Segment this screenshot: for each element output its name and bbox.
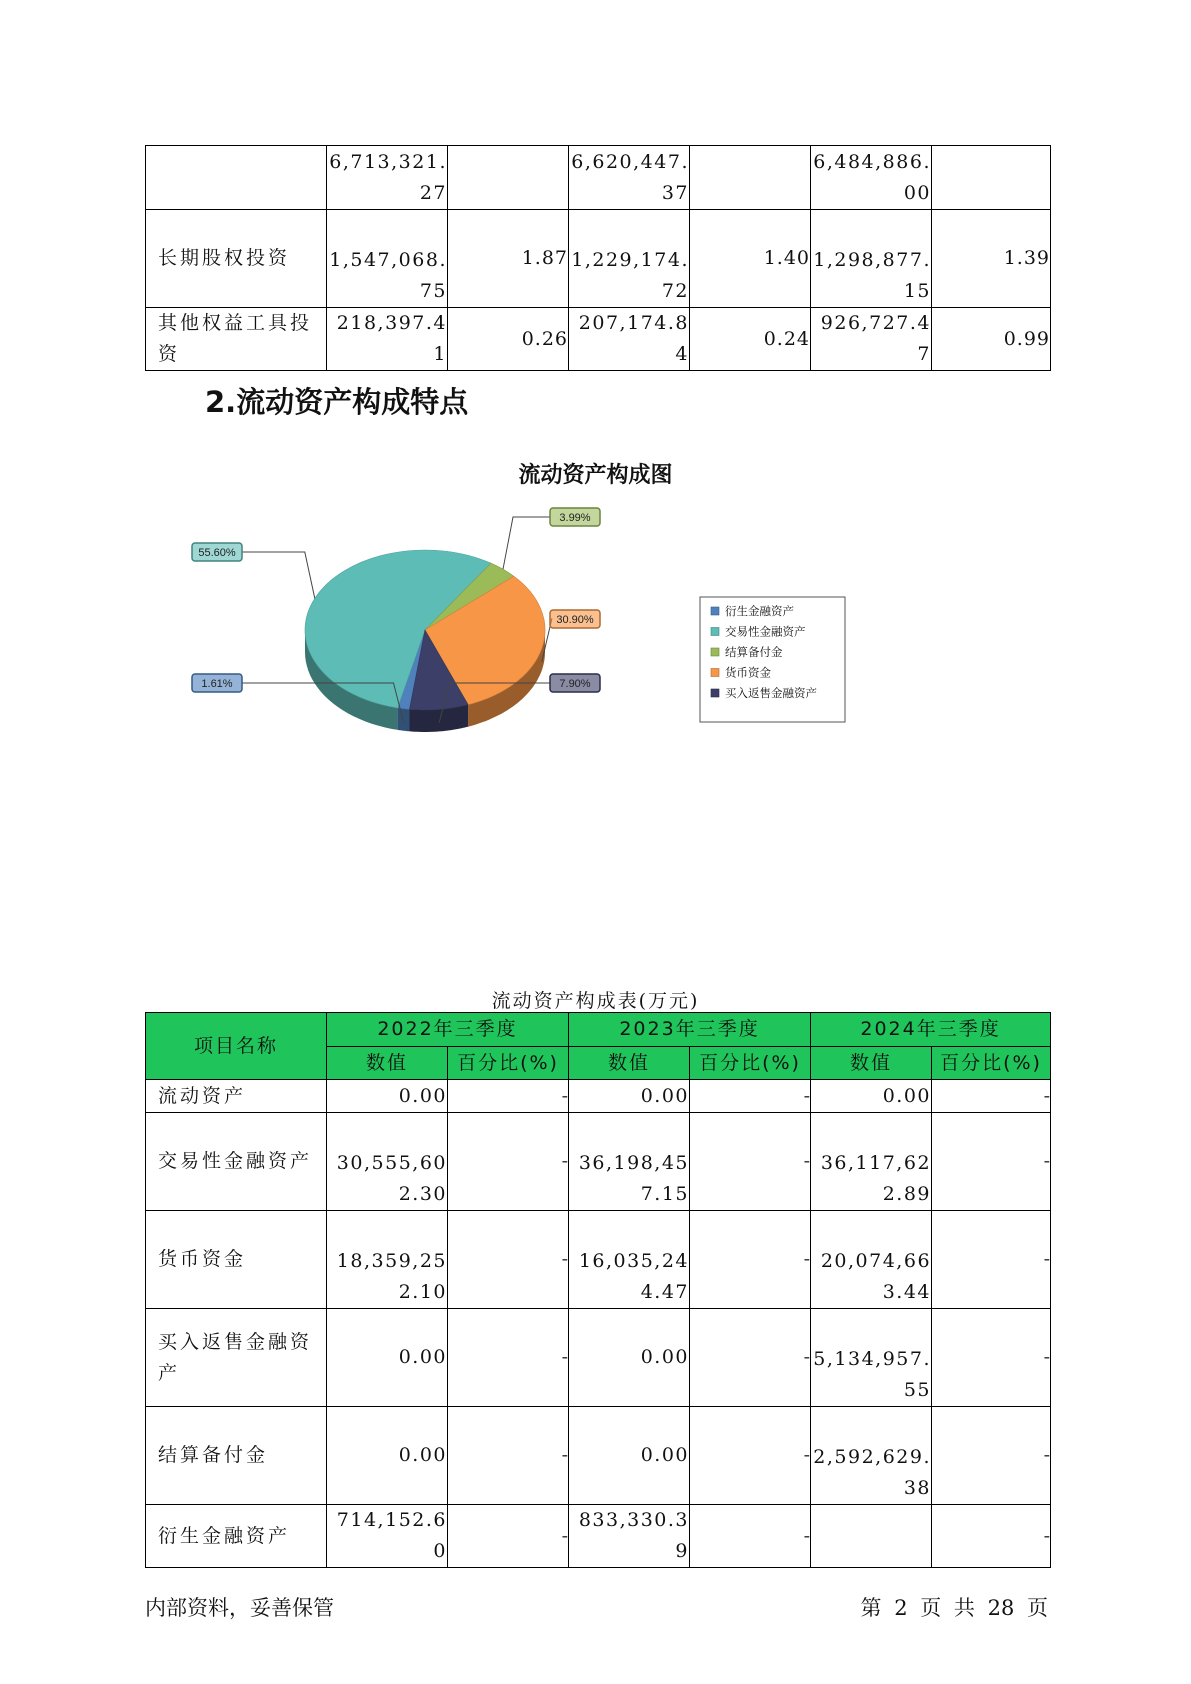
pie-slice-side (398, 708, 410, 731)
pct-2023: - (690, 1505, 811, 1568)
row-label: 结算备付金 (146, 1407, 327, 1505)
pct-2022 (448, 146, 569, 210)
pct-2023: - (690, 1080, 811, 1113)
legend-swatch (711, 607, 719, 615)
pct-2024: - (932, 1505, 1051, 1568)
table-row (146, 146, 1051, 210)
year-header-2024: 2024年三季度 (811, 1013, 1051, 1047)
year-header-2023: 2023年三季度 (569, 1013, 811, 1047)
pct-2022: - (448, 1113, 569, 1211)
pct-2022: - (448, 1407, 569, 1505)
pct-header: 百分比(%) (448, 1047, 569, 1080)
value-header: 数值 (811, 1047, 932, 1080)
value-header: 数值 (327, 1047, 448, 1080)
table-caption: 流动资产构成表(万元) (491, 990, 700, 1012)
row-label: 流动资产 (146, 1080, 327, 1113)
legend-label: 货币资金 (725, 665, 771, 680)
pct-2024: - (932, 1309, 1051, 1407)
value-2024: 36,117,622.89 (811, 1113, 932, 1211)
pct-2023: 0.24 (690, 308, 811, 371)
pct-2023: 1.40 (690, 210, 811, 308)
row-label (146, 146, 327, 210)
pct-2023: - (690, 1211, 811, 1309)
table-header-row (146, 1013, 1051, 1047)
pct-2022: - (448, 1505, 569, 1568)
value-2023: 6,620,447.37 (569, 146, 690, 210)
table-row (146, 1505, 1051, 1568)
table-row (146, 308, 1051, 371)
value-2024 (811, 1505, 932, 1568)
pie-label: 1.61% (201, 678, 233, 690)
value-2024: 926,727.47 (811, 308, 932, 371)
pct-2024: - (932, 1211, 1051, 1309)
value-2023: 0.00 (569, 1407, 690, 1505)
value-2023: 833,330.39 (569, 1505, 690, 1568)
table-row (146, 1407, 1051, 1505)
pct-2022: - (448, 1309, 569, 1407)
pie-label: 3.99% (559, 512, 591, 524)
pie-chart (195, 512, 855, 765)
table-row (146, 1080, 1051, 1113)
value-2022: 18,359,252.10 (327, 1211, 448, 1309)
chart-title: 流动资产构成图 (518, 463, 673, 488)
pct-2022: 1.87 (448, 210, 569, 308)
legend-swatch (711, 689, 719, 697)
legend-label: 交易性金融资产 (725, 624, 806, 639)
row-label: 买入返售金融资产 (146, 1309, 327, 1407)
table-row (146, 1113, 1051, 1211)
pct-header: 百分比(%) (932, 1047, 1051, 1080)
footer-page-number: 第 2 页 共 28 页 (860, 1596, 1048, 1620)
chart-legend (700, 597, 845, 722)
pct-2023: - (690, 1113, 811, 1211)
legend-swatch (711, 648, 719, 656)
pie-tops (305, 550, 545, 710)
row-label: 长期股权投资 (146, 210, 327, 308)
year-header-2022: 2022年三季度 (327, 1013, 569, 1047)
value-2023: 207,174.84 (569, 308, 690, 371)
pie-leader-line (503, 517, 550, 569)
pct-2023 (690, 146, 811, 210)
value-2023: 0.00 (569, 1080, 690, 1113)
value-2023: 16,035,244.47 (569, 1211, 690, 1309)
value-2022: 1,547,068.75 (327, 210, 448, 308)
pie-label: 30.90% (556, 614, 594, 626)
pct-2022: 0.26 (448, 308, 569, 371)
section-heading: 2.流动资产构成特点 (205, 385, 469, 419)
pct-2022: - (448, 1211, 569, 1309)
legend-swatch (711, 628, 719, 636)
pct-2024: 1.39 (932, 210, 1051, 308)
value-2024: 1,298,877.15 (811, 210, 932, 308)
value-2024: 5,134,957.55 (811, 1309, 932, 1407)
pct-2024: - (932, 1407, 1051, 1505)
value-2022: 30,555,602.30 (327, 1113, 448, 1211)
pct-2024: - (932, 1080, 1051, 1113)
pct-2023: - (690, 1309, 811, 1407)
row-label: 衍生金融资产 (146, 1505, 327, 1568)
value-2022: 0.00 (327, 1407, 448, 1505)
legend-label: 结算备付金 (725, 645, 783, 659)
value-2023: 0.00 (569, 1309, 690, 1407)
value-2022: 714,152.60 (327, 1505, 448, 1568)
table-row (146, 210, 1051, 308)
pct-header: 百分比(%) (690, 1047, 811, 1080)
pct-2024: - (932, 1113, 1051, 1211)
main-table (145, 1012, 1051, 1568)
top-table (145, 145, 1051, 371)
row-label: 交易性金融资产 (146, 1113, 327, 1211)
table-row (146, 1309, 1051, 1407)
value-2022: 218,397.41 (327, 308, 448, 371)
pct-2024: 0.99 (932, 308, 1051, 371)
value-2022: 6,713,321.27 (327, 146, 448, 210)
legend-label: 买入返售金融资产 (725, 686, 817, 700)
legend-swatch (711, 669, 719, 677)
value-2024: 0.00 (811, 1080, 932, 1113)
row-label: 货币资金 (146, 1211, 327, 1309)
pie-leader-line (242, 552, 315, 598)
value-2023: 36,198,457.15 (569, 1113, 690, 1211)
value-2024: 2,592,629.38 (811, 1407, 932, 1505)
item-name-header: 项目名称 (146, 1013, 327, 1080)
legend-label: 衍生金融资产 (725, 604, 794, 618)
pie-label: 7.90% (559, 678, 591, 690)
footer-confidential: 内部资料，妥善保管 (145, 1596, 334, 1620)
pct-2023: - (690, 1407, 811, 1505)
value-header: 数值 (569, 1047, 690, 1080)
pie-label: 55.60% (198, 547, 236, 559)
value-2024: 20,074,663.44 (811, 1211, 932, 1309)
value-2023: 1,229,174.72 (569, 210, 690, 308)
value-2022: 0.00 (327, 1309, 448, 1407)
table-row (146, 1211, 1051, 1309)
row-label: 其他权益工具投资 (146, 308, 327, 371)
value-2022: 0.00 (327, 1080, 448, 1113)
value-2024: 6,484,886.00 (811, 146, 932, 210)
pct-2024 (932, 146, 1051, 210)
pct-2022: - (448, 1080, 569, 1113)
